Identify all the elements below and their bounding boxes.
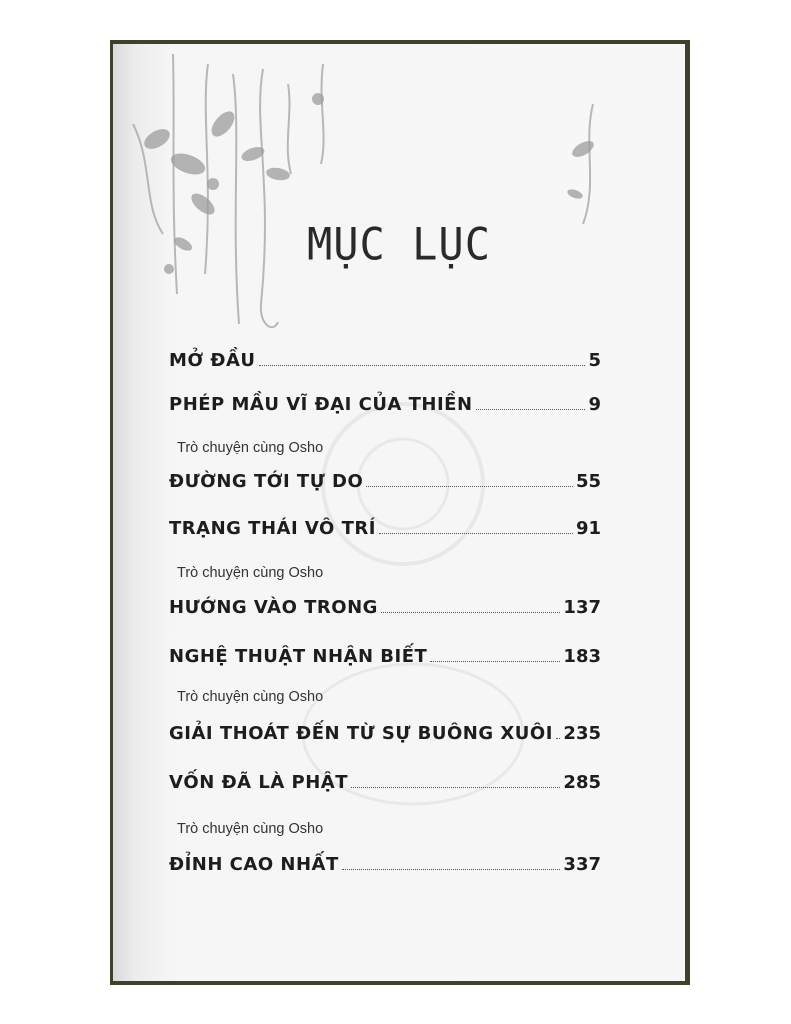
toc-entry[interactable] — [169, 637, 601, 667]
toc-entry-page: 285 — [563, 772, 601, 793]
toc-entry-title: VỐN ĐÃ LÀ PHẬT — [169, 772, 348, 793]
toc-entry-title: MỞ ĐẦU — [169, 350, 256, 371]
dot-leader — [430, 660, 560, 662]
dot-leader — [342, 868, 561, 870]
dot-leader — [476, 408, 586, 410]
toc-entry-title: TRẠNG THÁI VÔ TRÍ — [169, 518, 376, 539]
toc-entry[interactable] — [169, 714, 601, 744]
page-title: MỤC LỤC — [306, 218, 491, 271]
toc-entry-title: GIẢI THOÁT ĐẾN TỪ SỰ BUÔNG XUÔI — [169, 723, 553, 744]
toc-entry-page: 235 — [563, 723, 601, 744]
toc-entry[interactable] — [169, 845, 601, 875]
section-label: Trò chuyện cùng Osho — [177, 565, 324, 581]
dot-leader — [556, 737, 561, 739]
section-label: Trò chuyện cùng Osho — [177, 440, 324, 456]
toc-entry-title: ĐƯỜNG TỚI TỰ DO — [169, 471, 364, 492]
toc-entry-title: HƯỚNG VÀO TRONG — [169, 597, 378, 618]
book-page — [113, 44, 685, 981]
toc-entry-page: 337 — [563, 854, 601, 875]
section-label: Trò chuyện cùng Osho — [177, 821, 324, 837]
dot-leader — [379, 532, 573, 534]
toc-entry[interactable] — [169, 588, 601, 618]
dot-leader — [259, 364, 586, 366]
section-label: Trò chuyện cùng Osho — [177, 689, 324, 705]
toc-entry-page: 91 — [575, 518, 601, 539]
toc-entry[interactable] — [169, 462, 601, 492]
dot-leader — [381, 611, 561, 613]
toc-entry[interactable] — [169, 385, 601, 415]
toc-entry-page: 183 — [563, 646, 601, 667]
toc-entry-page: 9 — [588, 394, 601, 415]
toc-entry-page: 137 — [563, 597, 601, 618]
toc-entry[interactable] — [169, 341, 601, 371]
floral-vine-decoration — [113, 44, 685, 344]
toc-entry[interactable] — [169, 509, 601, 539]
dot-leader — [366, 485, 573, 487]
toc-entry[interactable] — [169, 763, 601, 793]
toc-entry-page: 55 — [575, 471, 601, 492]
toc-entry-title: ĐỈNH CAO NHẤT — [169, 854, 339, 875]
toc-entry-page: 5 — [588, 350, 601, 371]
toc-entry-title: PHÉP MẦU VĨ ĐẠI CỦA THIỀN — [169, 394, 473, 415]
toc-entry-title: NGHỆ THUẬT NHẬN BIẾT — [169, 646, 428, 667]
dot-leader — [351, 786, 560, 788]
